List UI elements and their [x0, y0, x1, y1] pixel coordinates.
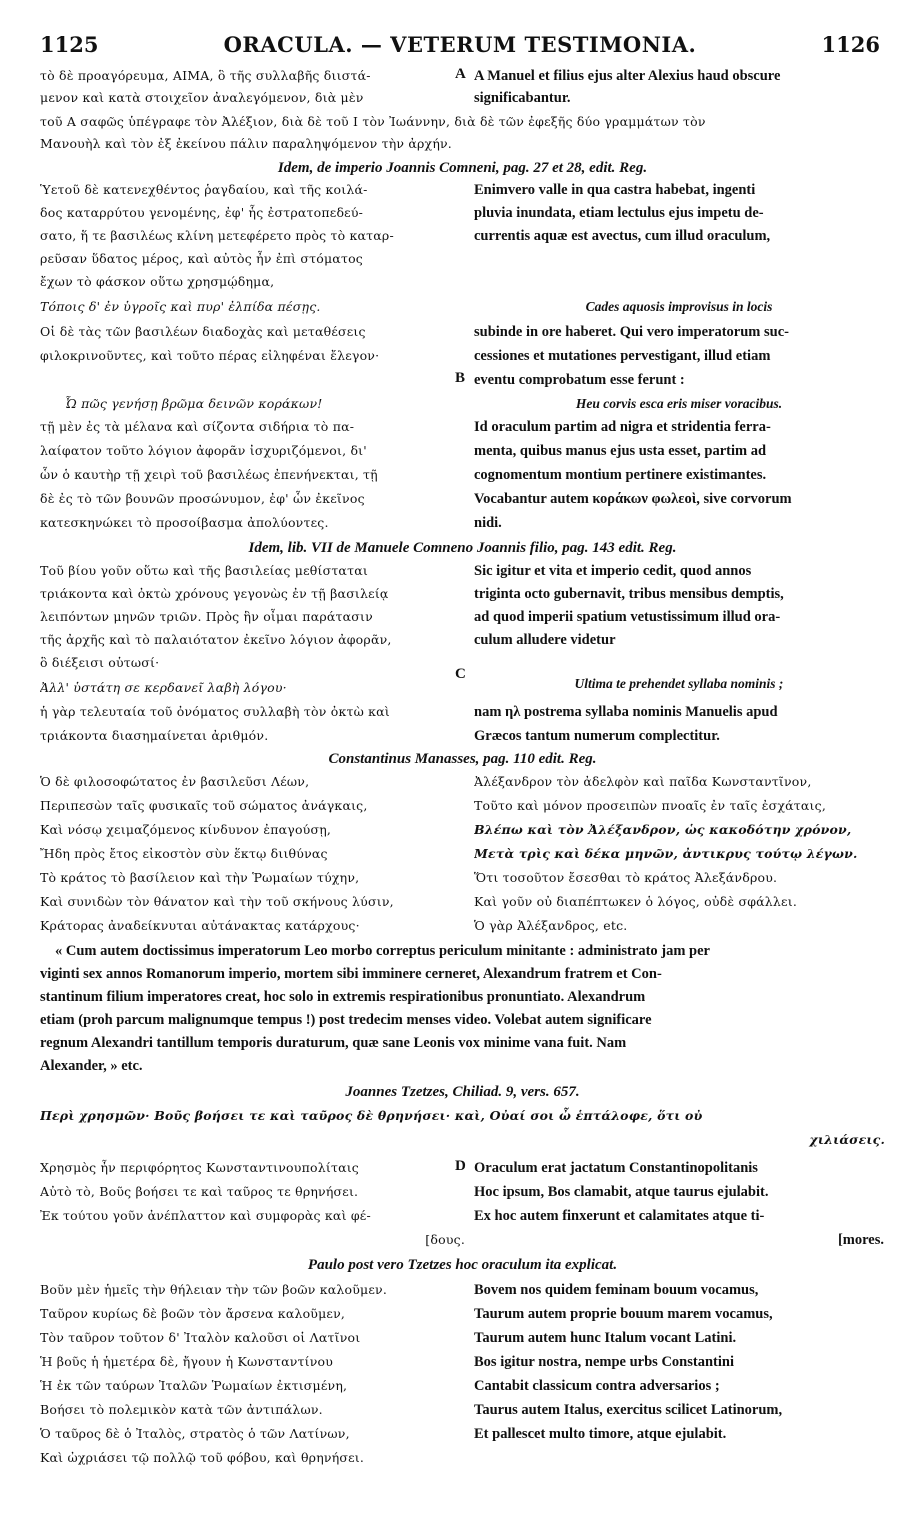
latin-line: [mores.	[837, 1232, 884, 1248]
verse-line: Χρησμὸς ἦν περιφόρητος Κωνσταντινουπολίταις	[40, 1160, 360, 1175]
latin-line: Id oraculum partim ad nigra et stridentia ferra-	[474, 419, 771, 435]
latin-line: Ex hoc autem finxerunt et calamitates atque ti-	[474, 1208, 765, 1224]
greek-line: ὧν ὁ καυτὴρ τῇ χειρὶ τοῦ βασιλέως ἐπενήνεκται, τῇ	[40, 467, 378, 482]
latin-line: nam ηλ postrema syllaba nominis Manuelis apud	[474, 704, 778, 720]
verse-line: Τὸ κράτος τὸ βασίλειον καὶ τὴν Ῥωμαίων τύχην,	[40, 870, 360, 885]
latin-paragraph-line: Alexander, » etc.	[40, 1058, 143, 1074]
latin-line: Et pallescet multo timore, atque ejulabit.	[474, 1426, 727, 1442]
right-page-number: 1126	[821, 32, 880, 57]
latin-line: pluvia inundata, etiam lectulus ejus impetu de-	[474, 205, 764, 221]
marker-d: D	[455, 1158, 466, 1174]
verse-line: Καὶ ὠχριάσει τῷ πολλῷ τοῦ φόβου, καὶ θρηνήσει.	[40, 1450, 365, 1465]
greek-line: ἡ γὰρ τελευταία τοῦ ὀνόματος συλλαβὴ τὸν ὀκτὼ καὶ	[40, 704, 390, 719]
latin-line: Taurum autem hunc Italum vocant Latini.	[474, 1330, 737, 1346]
oracle-latin: Ultima te prehendet syllaba nominis ;	[574, 676, 784, 691]
poem-title: Περὶ χρησμῶν· Βοῦς βοήσει τε καὶ ταῦρος δὲ θρηνήσει· καὶ, Οὐαί σοι ὦ ἑπτάλοφε, ὅτι οὐ	[40, 1108, 703, 1123]
greek-line: ρεῦσαν ὕδατος μέρος, καὶ αὐτὸς ἦν ἐπὶ στόματος	[40, 251, 363, 266]
verse-line: Αὐτὸ τὸ, Βοῦς βοήσει τε καὶ ταῦρος τε θρηνήσει.	[40, 1184, 359, 1199]
latin-paragraph-line: viginti sex annos Romanorum imperio, mortem sibi imminere cerneret, Alexandrum fratrem et Con-	[40, 966, 662, 982]
latin-line: significabantur.	[474, 90, 571, 106]
greek-line: τριάκοντα διασημαίνεται ἀριθμόν.	[40, 728, 269, 743]
latin-paragraph-line: etiam (proh parcum malignumque tempus !) post tredecim menses video. Volebat autem significare	[40, 1012, 652, 1028]
greek-line: λαίφατον τοῦτο λόγιον ἀφορᾶν ἰσχυριζόμενοι, δι'	[40, 443, 367, 458]
verse-line: Περιπεσὼν ταῖς φυσικαῖς τοῦ σώματος ἀνάγκαις,	[40, 798, 368, 813]
latin-line: eventu comprobatum esse ferunt :	[474, 372, 685, 388]
greek-line: Ὑετοῦ δὲ κατενεχθέντος ῥαγδαίου, καὶ τῆς κοιλά-	[40, 182, 368, 197]
section-heading: Idem, lib. VII de Manuele Comneno Joannis filio, pag. 143 edit. Reg.	[248, 540, 677, 556]
verse-line: Ὁ δὲ φιλοσοφώτατος ἐν βασιλεῦσι Λέων,	[40, 774, 310, 789]
oracle-greek: Ὦ πῶς γενήσῃ βρῶμα δεινῶν κοράκων!	[65, 396, 323, 411]
section-heading: Joannes Tzetzes, Chiliad. 9, vers. 657.	[345, 1084, 580, 1100]
oracle-greek: Ἀλλ' ὑστάτη σε κερδανεῖ λαβὴ λόγου·	[40, 680, 287, 695]
latin-line: nidi.	[474, 515, 502, 531]
latin-line: Oraculum erat jactatum Constantinopolitanis	[474, 1160, 758, 1176]
verse-line: Ταῦρον κυρίως δὲ βοῶν τὸν ἄρσενα καλοῦμεν,	[40, 1306, 346, 1321]
latin-line: Cantabit classicum contra adversarios ;	[474, 1378, 720, 1394]
greek-line: δὲ ἐς τὸ τῶν βουνῶν προσώνυμον, ἐφ' ὧν ἐκεῖνος	[40, 491, 365, 506]
latin-line: subinde in ore haberet. Qui vero imperatorum suc-	[474, 324, 789, 340]
section-heading: Paulo post vero Tzetzes hoc oraculum ita explicat.	[307, 1257, 618, 1273]
greek-line: σατο, ἥ τε βασιλέως κλίνη μετεφέρετο πρὸς τὸ καταρ-	[40, 228, 394, 243]
latin-paragraph-line: « Cum autem doctissimus imperatorum Leo morbo correptus periculum minitante : administrato jam per	[55, 943, 710, 959]
latin-line: cognomentum montium pertinere existimantes.	[474, 467, 767, 483]
greek-line: Τοῦ βίου γοῦν οὕτω καὶ τῆς βασιλείας μεθίσταται	[40, 563, 368, 578]
section-heading: Constantinus Manasses, pag. 110 edit. Reg.	[328, 751, 597, 767]
greek-line: Μανουὴλ καὶ τὸν ἐξ ἐκείνου πάλιν παραληψόμενον τὴν ἀρχήν.	[40, 136, 452, 151]
greek-line: τῇ μὲν ἐς τὰ μέλανα καὶ σίζοντα σιδήρια τὸ πα-	[40, 419, 355, 434]
latin-line: menta, quibus manus ejus usta esset, partim ad	[474, 443, 767, 459]
greek-line: δος καταρρύτου γενομένης, ἐφ' ἧς ἐστρατοπεδεύ-	[40, 205, 364, 220]
oracle-latin: Cades aquosis improvisus in locis	[585, 299, 773, 314]
greek-line: μενον καὶ κατὰ στοιχεῖον ἀναλεγόμενον, διὰ μὲν	[40, 90, 364, 105]
verse-line: Ἤδη πρὸς ἔτος εἰκοστὸν σὺν ἕκτῳ διιθύνας	[40, 846, 328, 861]
latin-line: triginta octo gubernavit, tribus mensibus demptis,	[474, 586, 784, 602]
latin-line: Græcos tantum numerum complectitur.	[474, 728, 720, 744]
latin-line: Taurum autem proprie bouum marem vocamus,	[474, 1306, 773, 1322]
verse-line: Καὶ συνιδὼν τὸν θάνατον καὶ τὴν τοῦ σκήνους λύσιν,	[40, 894, 394, 909]
verse-line: Κράτορας ἀναδείκνυται αὐτάνακτας κατάρχους·	[40, 918, 360, 933]
verse-line: Τοῦτο καὶ μόνον προσειπὼν πνοαῖς ἐν ταῖς ἐσχάταις,	[474, 798, 826, 813]
greek-line: ὃ διέξεισι οὑτωσί·	[40, 655, 160, 670]
verse-line: [δους.	[425, 1232, 465, 1247]
greek-line: τῆς ἀρχῆς καὶ τὸ παλαιότατον ἐκεῖνο λόγιον ἀφορᾶν,	[40, 632, 392, 647]
oracle-greek: Τόποις δ' ἐν ὑγροῖς καὶ πυρ' ἐλπίδα πέσῃς.	[40, 299, 321, 314]
verse-line: Βλέπω καὶ τὸν Ἀλέξανδρον, ὡς κακοδότην χρόνον,	[474, 822, 852, 837]
running-title: ORACULA. — VETERUM TESTIMONIA.	[223, 32, 697, 57]
greek-line: λειπόντων μηνῶν τριῶν. Πρὸς ἣν οἶμαι παράτασιν	[40, 609, 373, 624]
latin-line: Hoc ipsum, Bos clamabit, atque taurus ejulabit.	[474, 1184, 769, 1200]
verse-line: Ἡ ἐκ τῶν ταύρων Ἰταλῶν Ῥωμαίων ἐκτισμένη,	[40, 1378, 348, 1393]
verse-line: Καὶ νόσῳ χειμαζόμενος κίνδυνον ἐπαγούσῃ,	[40, 822, 332, 837]
section-heading: Idem, de imperio Joannis Comneni, pag. 27 et 28, edit. Reg.	[277, 160, 648, 176]
left-page-number: 1125	[40, 32, 99, 57]
greek-line: Οἱ δὲ τὰς τῶν βασιλέων διαδοχὰς καὶ μεταθέσεις	[40, 324, 366, 339]
latin-paragraph-line: regnum Alexandri tantillum temporis duraturum, quæ sane Leonis vox minime vana fuit. Nam	[40, 1035, 627, 1051]
marker-c: C	[455, 666, 466, 682]
latin-line: A Manuel et filius ejus alter Alexius haud obscure	[474, 68, 781, 84]
verse-line: Ἐκ τούτου γοῦν ἀνέπλαττον καὶ συμφορὰς καὶ φέ-	[40, 1208, 371, 1223]
verse-line: Βοῦν μὲν ἡμεῖς τὴν θήλειαν τὴν τῶν βοῶν καλοῦμεν.	[40, 1282, 388, 1297]
latin-paragraph-line: stantinum filium imperatores creat, hoc solo in extremis respirationibus pronuntiato. Alexandrum	[40, 989, 646, 1005]
verse-line: Καὶ γοῦν οὐ διαπέπτωκεν ὁ λόγος, οὐδὲ σφάλλει.	[474, 894, 798, 909]
greek-line: τοῦ Α σαφῶς ὑπέγραφε τὸν Ἀλέξιον, διὰ δὲ τοῦ Ι τὸν Ἰωάννην, διὰ δὲ τῶν ἐφεξῆς δύο γραμμάτων τὸν	[40, 114, 706, 129]
greek-line: τριάκοντα καὶ ὀκτὼ χρόνους γεγονὼς ἐν τῇ βασιλείᾳ	[40, 586, 389, 601]
verse-line: Βοήσει τὸ πολεμικὸν κατὰ τῶν ἀντιπάλων.	[40, 1402, 323, 1417]
latin-line: Bos igitur nostra, nempe urbs Constantini	[474, 1354, 734, 1370]
page-header	[40, 32, 880, 62]
verse-line: Ὁ ταῦρος δὲ ὁ Ἰταλὸς, στρατὸς ὁ τῶν Λατίνων,	[40, 1426, 350, 1441]
marker-a: A	[455, 66, 466, 82]
marker-b: B	[455, 370, 466, 386]
latin-line: Sic igitur et vita et imperio cedit, quod annos	[474, 563, 752, 579]
verse-line: Ἀλέξανδρον τὸν ἀδελφὸν καὶ παῖδα Κωνσταντῖνον,	[474, 774, 812, 789]
latin-line: Bovem nos quidem feminam bouum vocamus,	[474, 1282, 759, 1298]
latin-line: Vocabantur autem κοράκων φωλεοὶ, sive corvorum	[474, 491, 792, 507]
greek-line: τὸ δὲ προαγόρευμα, ΑΙΜΑ, ὃ τῆς συλλαβῆς διιστά-	[40, 68, 371, 83]
greek-line: φιλοκρινοῦντες, καὶ τοῦτο πέρας εἰληφέναι ἔλεγον·	[40, 348, 380, 363]
latin-line: currentis aquæ est avectus, cum illud oraculum,	[474, 228, 771, 244]
greek-line: ἔχων τὸ φάσκον οὕτω χρησμῴδημα,	[40, 274, 275, 289]
verse-line: Ἡ βοῦς ἡ ἡμετέρα δὲ, ἤγουν ἡ Κωνσταντίνου	[40, 1354, 334, 1369]
verse-line: Μετὰ τρὶς καὶ δέκα μηνῶν, ἀντικρυς τούτῳ λέγων.	[474, 846, 858, 861]
greek-line: κατεσκηνώκει τὸ προσοίβασμα ἀπολύοντες.	[40, 515, 329, 530]
verse-line: Ὁ γὰρ Ἀλέξανδρος, etc.	[474, 918, 628, 933]
verse-line: Τὸν ταῦρον τοῦτον δ' Ἰταλὸν καλοῦσι οἱ Λατῖνοι	[40, 1330, 361, 1345]
latin-line: cessiones et mutationes pervestigant, illud etiam	[474, 348, 771, 364]
verse-line: Ὅτι τοσοῦτον ἔσεσθαι τὸ κράτος Ἀλεξάνδρου.	[474, 870, 778, 885]
latin-line: Enimvero valle in qua castra habebat, ingenti	[474, 182, 756, 198]
oracle-latin: Heu corvis esca eris miser voracibus.	[575, 396, 783, 411]
poem-title: χιλιάσεις.	[809, 1132, 885, 1147]
latin-line: culum alludere videtur	[474, 632, 616, 648]
latin-line: Taurus autem Italus, exercitus scilicet Latinorum,	[474, 1402, 783, 1418]
latin-line: ad quod imperii spatium vetustissimum illud ora-	[474, 609, 781, 625]
